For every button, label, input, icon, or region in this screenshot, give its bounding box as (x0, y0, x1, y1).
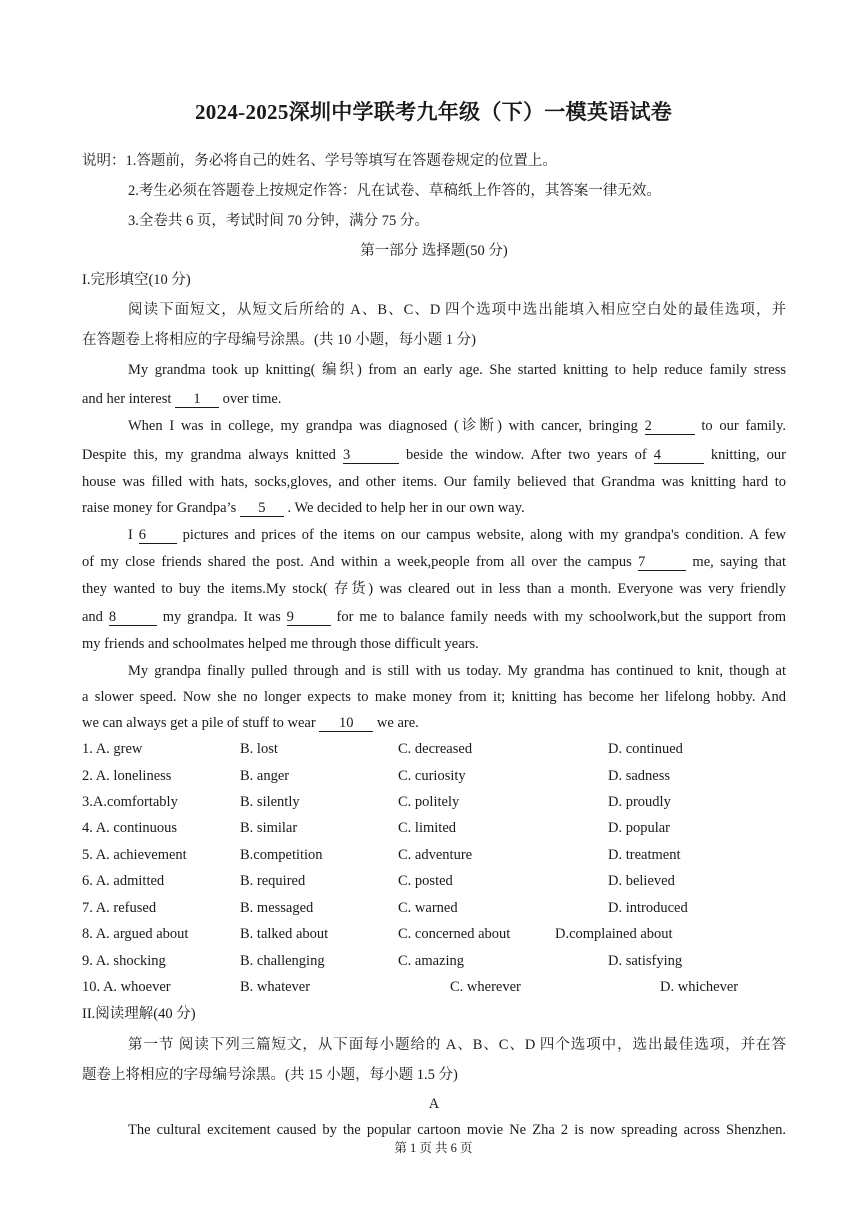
option-d: D.complained about (555, 926, 673, 942)
blank-2: 2 (645, 418, 695, 435)
option-b: B. silently (240, 794, 300, 810)
passage-line: My grandpa finally pulled through and is still with us today. My grandma has continued to knit, though at (128, 663, 786, 679)
option-a: 6. A. admitted (82, 873, 165, 889)
option-row (82, 818, 786, 838)
option-b: B.competition (240, 847, 323, 863)
option-c: C. amazing (398, 953, 465, 969)
passage-text: me, saying that (686, 554, 786, 570)
blank-10: 10 (319, 715, 373, 732)
blank-8: 8 (109, 609, 157, 626)
option-d: D. sadness (608, 768, 671, 784)
option-a: 10. A. whoever (82, 979, 171, 995)
passage-line (82, 713, 786, 733)
option-d: D. believed (608, 873, 675, 889)
instruction-2: 2.考生必须在答题卷上按规定作答：凡在试卷、草稿纸上作答的，其答案一律无效。 (128, 183, 661, 199)
passage-text: and her interest (82, 391, 176, 407)
passage-text: Despite this, my grandma always knitted (82, 447, 343, 463)
option-a: 4. A. continuous (82, 820, 178, 836)
option-a: 7. A. refused (82, 900, 157, 916)
option-row (82, 898, 786, 918)
passage-line (82, 498, 786, 518)
option-c: C. decreased (398, 741, 473, 757)
option-row (82, 739, 786, 759)
section2-directions: 第一节 阅读下列三篇短文，从下面每小题给的 A、B、C、D 四个选项中，选出最佳选项，并在答 (128, 1037, 786, 1053)
passage-text: When I was in college, my grandpa was diagnosed (诊断) with cancer, bringing (128, 418, 645, 434)
option-c: C. concerned about (398, 926, 511, 942)
option-a: 5. A. achievement (82, 847, 187, 863)
option-row (82, 924, 786, 944)
option-c: C. limited (398, 820, 456, 836)
passage-text: I (128, 527, 139, 543)
page-title: 2024-2025深圳中学联考九年级（下）一模英语试卷 (194, 100, 673, 124)
option-a: 1. A. grew (82, 741, 143, 757)
instruction-1: 说明：1.答题前，务必将自己的姓名、学号等填写在答题卷规定的位置上。 (82, 153, 557, 169)
blank-7: 7 (638, 554, 686, 571)
blank-4: 4 (654, 447, 704, 464)
option-d: D. satisfying (608, 953, 683, 969)
option-b: B. similar (240, 820, 298, 836)
option-d: D. popular (608, 820, 671, 836)
passage-text: over time. (219, 391, 282, 407)
option-b: B. lost (240, 741, 278, 757)
passage-line: a slower speed. Now she no longer expects to make money from it; knitting has become her lifelong hobby. And (82, 689, 786, 705)
option-a: 3.A.comfortably (82, 794, 178, 810)
passage-text: pictures and prices of the items on our campus website, along with my grandpa's condition. A few (176, 527, 786, 543)
option-row (82, 977, 786, 997)
section1-directions: 阅读下面短文，从短文后所给的 A、B、C、D 四个选项中选出能填入相应空白处的最佳选项，并 (128, 302, 786, 318)
passage-line (82, 445, 786, 465)
option-d: D. introduced (608, 900, 688, 916)
section1-heading: I.完形填空(10 分) (82, 272, 191, 288)
option-c: C. warned (398, 900, 458, 916)
passage-label: A (428, 1096, 440, 1112)
passage-line (82, 607, 786, 627)
passage-line: they wanted to buy the items.My stock( 存货) was cleared out in less than a month. Everyone was very friendly (82, 581, 786, 597)
passage-text: of my close friends shared the post. And within a week,people from all over the campus (82, 554, 639, 570)
page-footer: 第 1 页 共 6 页 (394, 1141, 473, 1155)
option-b: B. talked about (240, 926, 329, 942)
passage-line (82, 525, 786, 545)
passage-text: knitting, our (703, 447, 786, 463)
passage-line (82, 389, 786, 409)
option-d: D. whichever (660, 979, 739, 995)
option-a: 9. A. shocking (82, 953, 166, 969)
option-row (82, 871, 786, 891)
option-row (82, 845, 786, 865)
blank-3: 3 (343, 447, 399, 464)
option-c: C. curiosity (398, 768, 466, 784)
option-a: 8. A. argued about (82, 926, 189, 942)
passage-text: my grandpa. It was (156, 609, 287, 625)
option-c: C. wherever (450, 979, 521, 995)
passage-line (82, 416, 786, 436)
passage-line: My grandma took up knitting( 编织) from an early age. She started knitting to help reduce family stress (128, 362, 786, 378)
passage-line (82, 552, 786, 572)
option-row (82, 792, 786, 812)
part1-heading: 第一部分 选择题(50 分) (360, 243, 508, 259)
section2-directions-cont: 题卷上将相应的字母编号涂黑。(共 15 小题，每小题 1.5 分) (82, 1067, 458, 1083)
option-d: D. treatment (608, 847, 681, 863)
passage-text: and (82, 609, 109, 625)
option-c: C. posted (398, 873, 453, 889)
passage-text: beside the window. After two years of (398, 447, 654, 463)
option-c: C. politely (398, 794, 460, 810)
passage-text: for me to balance family needs with my schoolwork,but the support from (330, 609, 787, 625)
option-b: B. challenging (240, 953, 325, 969)
blank-6: 6 (139, 527, 177, 544)
blank-9: 9 (287, 609, 331, 626)
option-b: B. messaged (240, 900, 314, 916)
instruction-3: 3.全卷共 6 页，考试时间 70 分钟，满分 75 分。 (128, 213, 429, 229)
passage-a-first-line: The cultural excitement caused by the popular cartoon movie Ne Zha 2 is now spreading across Shenzhen. (128, 1122, 786, 1138)
section1-directions-cont: 在答题卷上将相应的字母编号涂黑。(共 10 小题，每小题 1 分) (82, 332, 476, 348)
option-d: D. proudly (608, 794, 671, 810)
passage-text: we can always get a pile of stuff to wear (82, 715, 320, 731)
passage-line: my friends and schoolmates helped me through those difficult years. (82, 636, 479, 652)
option-b: B. anger (240, 768, 290, 784)
section2-heading: II.阅读理解(40 分) (82, 1006, 196, 1022)
passage-text: raise money for Grandpa’s (82, 500, 240, 516)
option-b: B. required (240, 873, 306, 889)
passage-text: to our family. (694, 418, 786, 434)
passage-text: . We decided to help her in our own way. (283, 500, 525, 516)
option-row (82, 766, 786, 786)
blank-5: 5 (240, 500, 284, 517)
option-c: C. adventure (398, 847, 473, 863)
option-d: D. continued (608, 741, 683, 757)
passage-text: we are. (373, 715, 419, 731)
blank-1: 1 (175, 391, 219, 408)
passage-line: house was filled with hats, socks,gloves, and other items. Our family believed that Grandma was knitting hard to (82, 474, 786, 490)
option-a: 2. A. loneliness (82, 768, 172, 784)
option-row (82, 951, 786, 971)
option-b: B. whatever (240, 979, 311, 995)
